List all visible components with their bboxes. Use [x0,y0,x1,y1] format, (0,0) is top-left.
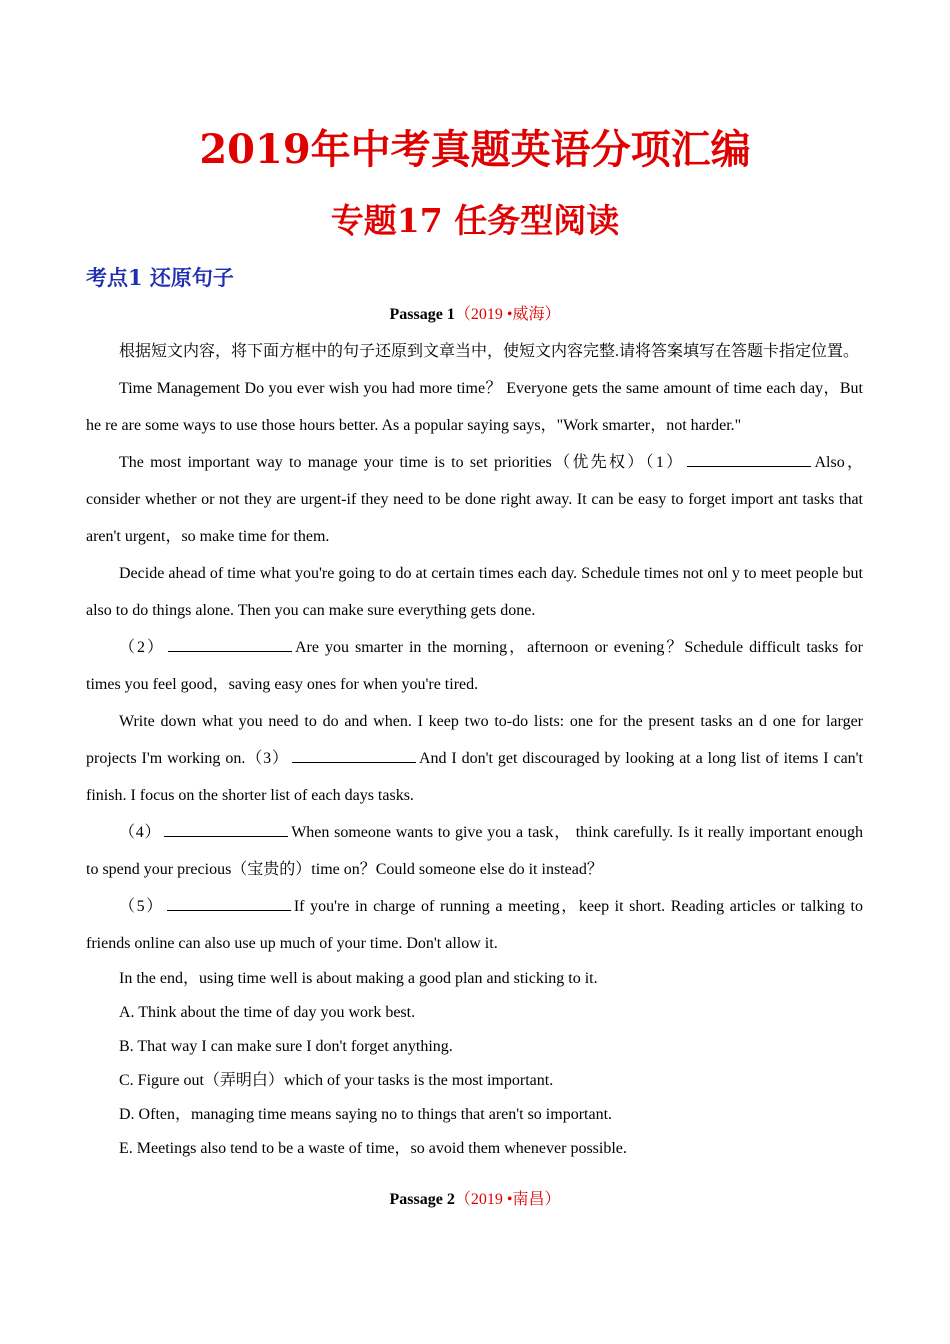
paragraph-7-rest: If you're in charge of running a meeting，keep it short. Reading articles or talking to friends online can also use up much of your time. Don't allow it. [86,898,863,952]
answer-blank-3[interactable] [292,747,416,763]
paragraph-4-number: （2） [119,639,165,656]
option-a: A. Think about the time of day you work best. [119,1004,416,1021]
paragraph-1: Time Management Do you ever wish you had more time？ Everyone gets the same amount of time each day，But he re are some ways to use those hours better. As a popular saying says，"Work smarter，not harder." [86,380,863,434]
option-b: B. That way I can make sure I don't forget anything. [119,1038,453,1055]
passage-1-heading [0,304,950,326]
answer-blank-4[interactable] [164,821,288,837]
paragraph-7 [86,888,863,962]
paragraph-4 [86,629,863,703]
passage-1-label: Passage 1 [389,306,455,323]
instruction-paragraph: 根据短文内容，将下面方框中的句子还原到文章当中，使短文内容完整.请将答案填写在答题卡指定位置。 [119,343,860,360]
paragraph-6-rest: When someone wants to give you a task， think carefully. Is it really important enough to spend your precious（宝贵的）time on？Could someone else do it instead？ [86,824,863,878]
paragraph-6-number: （4） [119,824,162,841]
document-title: 2019年中考真题英语分项汇编 [199,126,751,173]
option-c: C. Figure out（弄明白）which of your tasks is the most important. [119,1072,554,1089]
option-e: E. Meetings also tend to be a waste of time，so avoid them whenever possible. [119,1140,627,1157]
paragraph-2-rest: Also，consider whether or not they are urgent-if they need to be done right away. It can be easy to forget import ant tasks that aren't urgent，so make time for them. [86,454,863,545]
paragraph-5-lead: Write down what you need to do and when. I keep two to-do lists: one for the present tasks an d one for larger projects I'm working on.（3） [86,713,863,767]
section-heading: 考点1 还原句子 [86,265,234,290]
document-subtitle: 专题17 任务型阅读 [330,201,620,240]
paragraph-8: In the end，using time well is about making a good plan and sticking to it. [119,970,598,987]
passage-1-body [86,333,863,1166]
paragraph-7-number: （5） [119,898,164,915]
answer-blank-5[interactable] [167,895,291,911]
answer-blank-2[interactable] [168,636,292,652]
paragraph-5 [86,703,863,814]
passage-2-label: Passage 2 [389,1191,455,1208]
paragraph-2-lead: The most important way to manage your time is to set priorities（优先权）（1） [119,454,685,471]
passage-2-source: （2019 •南昌） [454,1191,561,1208]
paragraph-4-rest: Are you smarter in the morning，afternoon or evening？Schedule difficult tasks for times you feel good，saving easy ones for when you're tired. [86,639,863,693]
option-d: D. Often，managing time means saying no to things that aren't so important. [119,1106,613,1123]
paragraph-5-rest: And I don't get discouraged by looking at a long list of items I can't finish. I focus on the shorter list of each days tasks. [86,750,863,804]
paragraph-2 [86,444,863,555]
passage-1-source: （2019 •威海） [454,306,561,323]
passage-2-heading [0,1189,950,1211]
answer-blank-1[interactable] [687,451,811,467]
paragraph-3: Decide ahead of time what you're going to do at certain times each day. Schedule times not onl y to meet people but also to do things alone. Then you can make sure everything gets done. [86,565,863,619]
paragraph-6 [86,814,863,888]
